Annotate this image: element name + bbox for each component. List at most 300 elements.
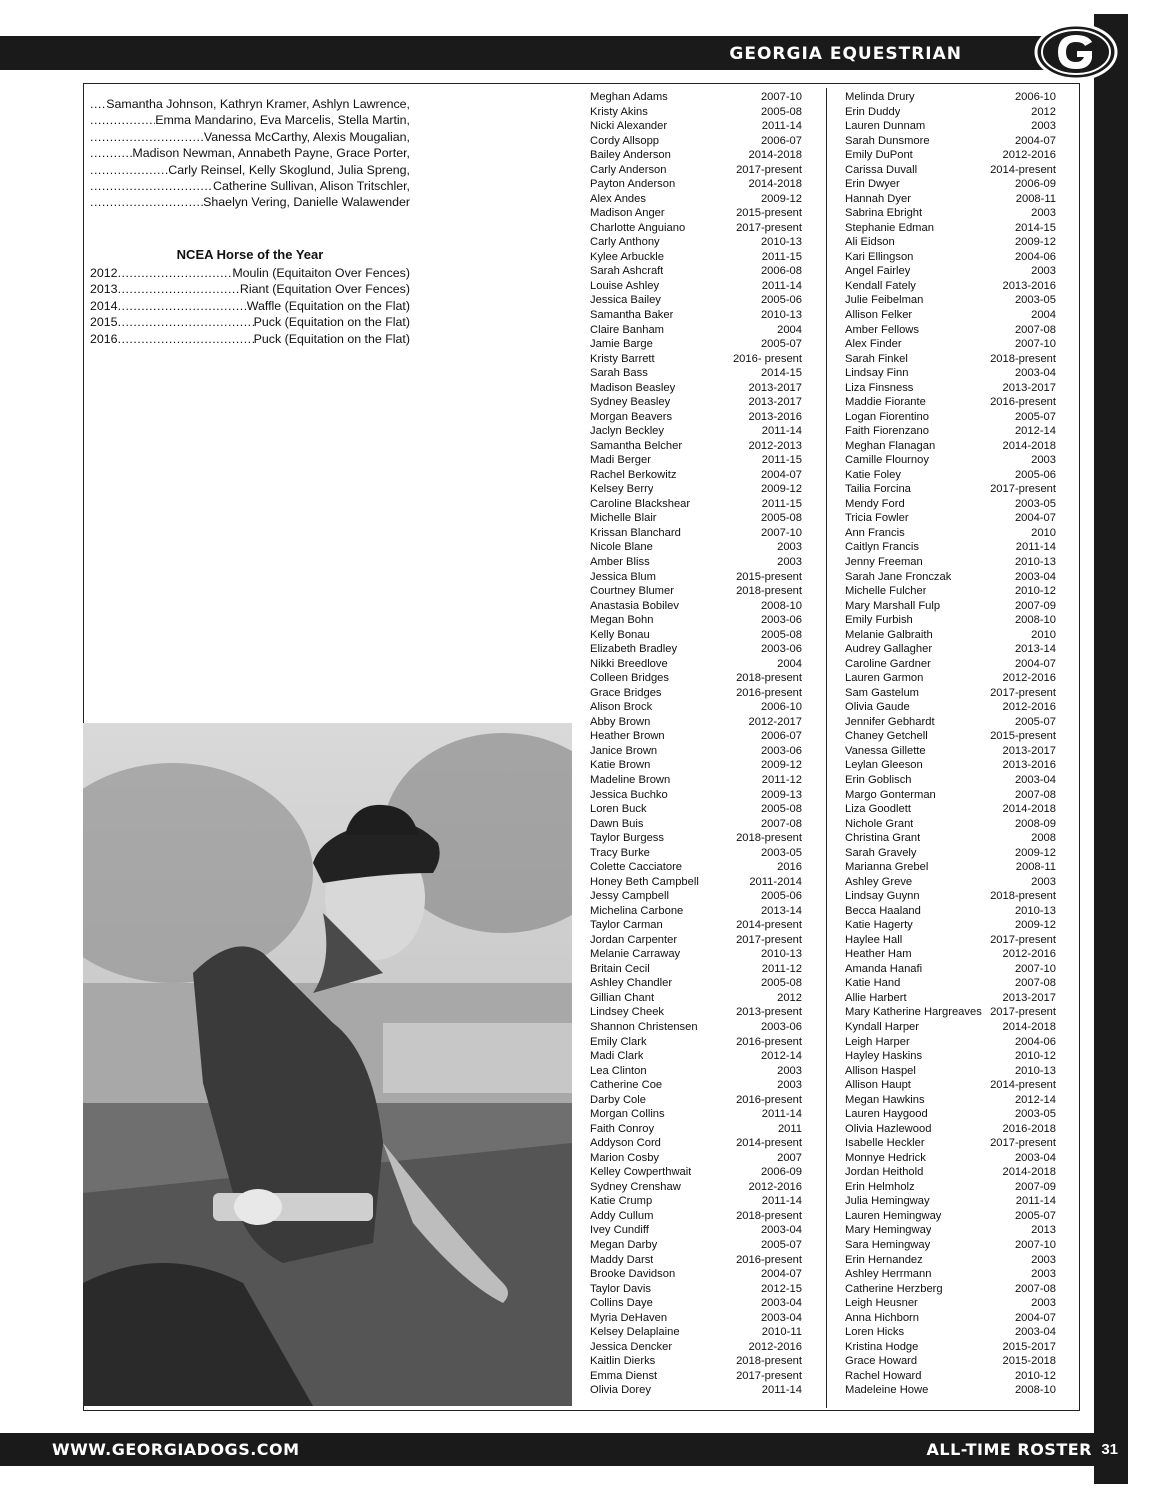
roster-row — [590, 991, 802, 1006]
roster-name: Erin Hernandez — [845, 1253, 923, 1266]
roster-name: Isabelle Heckler — [845, 1137, 925, 1150]
roster-years: 2017-present — [736, 1369, 802, 1382]
roster-name: Emma Dienst — [590, 1369, 658, 1382]
roster-years: 2003-04 — [760, 1224, 802, 1237]
roster-row — [590, 540, 802, 555]
roster-row — [590, 1122, 802, 1137]
roster-years: 2007-08 — [1014, 1282, 1056, 1295]
roster-name: Kelsey Delaplaine — [590, 1326, 680, 1339]
roster-row — [845, 729, 1056, 744]
roster-row — [590, 119, 802, 134]
roster-row — [845, 788, 1056, 803]
roster-years: 2003-04 — [760, 1311, 802, 1324]
roster-row — [590, 831, 802, 846]
roster-years: 2007-08 — [1014, 788, 1056, 801]
roster-years: 2018-present — [736, 832, 802, 845]
roster-row — [845, 686, 1056, 701]
roster-years: 2012-2016 — [748, 1340, 802, 1353]
roster-years: 2011-15 — [761, 454, 802, 467]
roster-years: 2003 — [777, 541, 802, 554]
roster-name: Kelly Bonau — [590, 628, 650, 641]
roster-name: Jessy Campbell — [590, 890, 669, 903]
roster-row — [845, 1282, 1056, 1297]
roster-row — [845, 1253, 1056, 1268]
website-link[interactable]: WWW.GEORGIADOGS.COM — [52, 1440, 300, 1459]
roster-name: Megan Bohn — [590, 614, 654, 627]
roster-years: 2012 — [1031, 105, 1056, 118]
roster-name: Sydney Beasley — [590, 396, 671, 409]
roster-years: 2010-13 — [1014, 556, 1056, 568]
roster-row — [590, 90, 802, 105]
roster-row — [590, 134, 802, 149]
roster-row — [845, 715, 1056, 730]
roster-name: Alex Finder — [845, 338, 902, 351]
roster-name: Emily DuPont — [845, 149, 913, 162]
roster-name: Amber Bliss — [590, 556, 650, 568]
roster-name: Angel Fairley — [845, 265, 911, 278]
roster-row — [590, 875, 802, 890]
roster-row — [845, 1325, 1056, 1340]
roster-row — [590, 1035, 802, 1050]
roster-row — [590, 1267, 802, 1282]
horse-of-year-row: 2014 ..... Waffle (Equitation on the Flat) — [90, 298, 410, 315]
roster-years: 2014-2018 — [1002, 1166, 1056, 1179]
roster-row — [845, 889, 1056, 904]
roster-row — [845, 1180, 1056, 1195]
roster-name: Sydney Crenshaw — [590, 1180, 681, 1193]
roster-years: 2012-2016 — [748, 1180, 802, 1193]
roster-years: 2013-2016 — [1002, 279, 1056, 292]
roster-years: 2006-09 — [1014, 178, 1056, 191]
roster-name: Grace Howard — [845, 1355, 918, 1368]
roster-row — [845, 1107, 1056, 1122]
roster-name: Krissan Blanchard — [590, 526, 681, 539]
roster-row — [590, 1253, 802, 1268]
roster-years: 2011-14 — [761, 120, 802, 133]
roster-row — [845, 1151, 1056, 1166]
roster-name: Madison Beasley — [590, 381, 676, 394]
roster-years: 2011-12 — [761, 962, 802, 975]
names-line: ..... Shaelyn Vering, Danielle Walawender — [90, 194, 410, 210]
roster-years: 2005-06 — [760, 294, 802, 307]
roster-name: Logan Fiorentino — [845, 410, 929, 423]
roster-years: 2003 — [1031, 875, 1056, 888]
roster-row — [590, 235, 802, 250]
header-title: GEORGIA EQUESTRIAN — [729, 44, 962, 64]
rider-photo — [83, 723, 572, 1406]
roster-name: Michelina Carbone — [590, 904, 684, 917]
header-bar — [0, 36, 1100, 70]
roster-row — [845, 846, 1056, 861]
roster-name: Kyndall Harper — [845, 1021, 919, 1033]
roster-row — [590, 918, 802, 933]
roster-name: Honey Beth Campbell — [590, 875, 699, 888]
roster-years: 2010 — [1031, 628, 1056, 641]
roster-name: Morgan Collins — [590, 1108, 665, 1121]
roster-name: Vanessa Gillette — [845, 744, 926, 757]
roster-row — [845, 744, 1056, 759]
roster-years: 2003 — [1031, 207, 1056, 220]
roster-name: Sarah Dunsmore — [845, 134, 930, 147]
roster-years: 2013 — [1031, 1224, 1056, 1237]
roster-row — [845, 962, 1056, 977]
roster-row — [845, 671, 1056, 686]
roster-years: 2004-07 — [1014, 134, 1056, 147]
roster-years: 2008-10 — [1014, 614, 1056, 627]
roster-row — [845, 1369, 1056, 1384]
roster-name: Payton Anderson — [590, 178, 676, 191]
roster-years: 2011-15 — [761, 497, 802, 510]
roster-name: Jessica Dencker — [590, 1340, 673, 1353]
roster-row — [590, 453, 802, 468]
roster-years: 2009-13 — [760, 788, 802, 801]
roster-name: Caitlyn Francis — [845, 541, 919, 554]
roster-name: Katie Foley — [845, 468, 901, 481]
roster-name: Erin Goblisch — [845, 773, 912, 786]
roster-row — [590, 279, 802, 294]
roster-row — [845, 555, 1056, 570]
roster-row — [845, 584, 1056, 599]
horse-of-year-row: 2012 ..... Moulin (Equitaiton Over Fences) — [90, 265, 410, 282]
roster-row — [845, 642, 1056, 657]
roster-name: Olivia Dorey — [590, 1384, 651, 1397]
roster-years: 2005-07 — [1014, 1209, 1056, 1222]
roster-row — [845, 105, 1056, 120]
roster-name: Leigh Harper — [845, 1035, 910, 1048]
roster-years: 2011-14 — [761, 425, 802, 438]
roster-name: Kristy Akins — [590, 105, 648, 118]
roster-name: Carissa Duvall — [845, 163, 918, 176]
roster-years: 2003-04 — [1014, 367, 1056, 380]
roster-row — [845, 1194, 1056, 1209]
roster-name: Charlotte Anguiano — [590, 221, 686, 234]
roster-name: Taylor Davis — [590, 1282, 651, 1295]
roster-name: Samantha Belcher — [590, 439, 683, 452]
roster-row — [590, 352, 802, 367]
roster-years: 2016-present — [736, 1035, 802, 1048]
roster-row — [590, 1383, 802, 1398]
roster-years: 2013-2017 — [1002, 381, 1056, 394]
roster-row — [590, 1296, 802, 1311]
roster-years: 2008 — [1031, 832, 1056, 845]
roster-row — [845, 1165, 1056, 1180]
roster-years: 2010 — [1031, 526, 1056, 539]
roster-row — [590, 1223, 802, 1238]
roster-name: Kelley Cowperthwait — [590, 1166, 692, 1179]
roster-years: 2011-14 — [761, 279, 802, 292]
roster-years: 2013-2016 — [1002, 759, 1056, 772]
roster-name: Jordan Heithold — [845, 1166, 924, 1179]
roster-years: 2013-2017 — [1002, 744, 1056, 757]
roster-name: Nicole Blane — [590, 541, 653, 554]
roster-name: Samantha Baker — [590, 308, 674, 321]
roster-row — [845, 526, 1056, 541]
roster-years: 2009-12 — [1014, 236, 1056, 249]
roster-row — [590, 1107, 802, 1122]
roster-row — [590, 599, 802, 614]
roster-name: Heather Ham — [845, 948, 912, 961]
roster-name: Allison Felker — [845, 308, 913, 321]
roster-name: Meghan Adams — [590, 91, 668, 103]
roster-years: 2005-08 — [760, 977, 802, 990]
roster-row — [590, 686, 802, 701]
roster-years: 2011-14 — [1015, 541, 1056, 554]
roster-years: 2012-2016 — [1002, 948, 1056, 961]
roster-row — [845, 337, 1056, 352]
roster-name: Olivia Hazlewood — [845, 1122, 932, 1135]
roster-row — [590, 1369, 802, 1384]
roster-years: 2005-08 — [760, 512, 802, 525]
roster-name: Kaitlin Dierks — [590, 1355, 656, 1368]
roster-years: 2006-07 — [760, 134, 802, 147]
roster-name: Ashley Greve — [845, 875, 913, 888]
roster-row — [845, 163, 1056, 178]
roster-name: Mary Marshall Fulp — [845, 599, 941, 612]
roster-row — [845, 540, 1056, 555]
roster-name: Abby Brown — [590, 715, 651, 728]
roster-row — [590, 715, 802, 730]
roster-name: Becca Haaland — [845, 904, 921, 917]
roster-name: Madison Anger — [590, 207, 665, 220]
roster-row — [590, 613, 802, 628]
roster-years: 2015-present — [736, 570, 802, 583]
roster-years: 2004 — [777, 657, 802, 670]
roster-row — [590, 1093, 802, 1108]
roster-name: Janice Brown — [590, 744, 658, 757]
roster-years: 2014-present — [736, 919, 802, 932]
roster-row — [590, 293, 802, 308]
roster-row — [590, 1064, 802, 1079]
roster-years: 2011-14 — [761, 1384, 802, 1397]
roster-years: 2009-12 — [760, 483, 802, 496]
roster-row — [845, 119, 1056, 134]
roster-years: 2017-present — [990, 483, 1056, 496]
roster-years: 2017-present — [990, 686, 1056, 699]
roster-row — [590, 1238, 802, 1253]
roster-name: Allison Haspel — [845, 1064, 916, 1077]
roster-row — [845, 875, 1056, 890]
roster-row — [590, 904, 802, 919]
roster-years: 2012-2013 — [748, 439, 802, 452]
roster-name: Madi Clark — [590, 1050, 644, 1063]
roster-name: Jennifer Gebhardt — [845, 715, 935, 728]
roster-name: Hannah Dyer — [845, 192, 911, 205]
roster-years: 2005-08 — [760, 803, 802, 816]
roster-row — [845, 453, 1056, 468]
roster-years: 2017-present — [990, 1137, 1056, 1150]
roster-years: 2007-10 — [760, 526, 802, 539]
roster-years: 2012-2017 — [748, 715, 802, 728]
roster-row — [845, 482, 1056, 497]
roster-name: Sarah Jane Fronczak — [845, 570, 952, 583]
roster-name: Nicki Alexander — [590, 120, 668, 133]
roster-years: 2003-06 — [760, 614, 802, 627]
roster-years: 2013-2017 — [748, 381, 802, 394]
roster-row — [845, 352, 1056, 367]
roster-row — [845, 250, 1056, 265]
roster-years: 2003 — [1031, 454, 1056, 467]
roster-name: Morgan Beavers — [590, 410, 673, 423]
roster-name: Jenny Freeman — [845, 556, 923, 568]
roster-years: 2014-present — [990, 163, 1056, 176]
roster-name: Myria DeHaven — [590, 1311, 668, 1324]
roster-years: 2007-09 — [1014, 599, 1056, 612]
roster-row — [845, 933, 1056, 948]
roster-years: 2003 — [777, 1064, 802, 1077]
roster-name: Lauren Garmon — [845, 672, 924, 685]
roster-years: 2016- present — [732, 352, 802, 365]
roster-row — [845, 831, 1056, 846]
roster-row — [845, 497, 1056, 512]
roster-name: Marion Cosby — [590, 1151, 660, 1164]
roster-row — [845, 410, 1056, 425]
roster-row — [590, 105, 802, 120]
roster-name: Darby Cole — [590, 1093, 646, 1106]
roster-name: Christina Grant — [845, 832, 921, 845]
roster-years: 2003-05 — [1014, 1108, 1056, 1121]
roster-years: 2015-2018 — [1002, 1355, 1056, 1368]
roster-name: Audrey Gallagher — [845, 643, 933, 656]
roster-row — [845, 1383, 1056, 1398]
roster-name: Addy Cullum — [590, 1209, 654, 1222]
roster-name: Anastasia Bobilev — [590, 599, 679, 612]
roster-name: Alison Brock — [590, 701, 653, 714]
roster-row — [590, 671, 802, 686]
roster-name: Nichole Grant — [845, 817, 914, 830]
roster-years: 2017-present — [990, 1006, 1056, 1019]
roster-years: 2014-present — [736, 1137, 802, 1150]
roster-row — [590, 264, 802, 279]
roster-row — [590, 221, 802, 236]
roster-years: 2016-present — [736, 686, 802, 699]
roster-years: 2003 — [1031, 265, 1056, 278]
roster-years: 2003-04 — [760, 1297, 802, 1310]
roster-years: 2007-10 — [1014, 1238, 1056, 1251]
roster-row — [590, 802, 802, 817]
roster-name: Ann Francis — [845, 526, 905, 539]
roster-row — [845, 570, 1056, 585]
roster-name: Caroline Gardner — [845, 657, 931, 670]
roster-years: 2014-2018 — [748, 178, 802, 191]
roster-row — [590, 323, 802, 338]
roster-name: Meghan Flanagan — [845, 439, 936, 452]
roster-row — [590, 1325, 802, 1340]
roster-years: 2004-07 — [1014, 657, 1056, 670]
roster-name: Hayley Haskins — [845, 1050, 923, 1063]
roster-row — [590, 889, 802, 904]
roster-name: Maddie Fiorante — [845, 396, 926, 409]
roster-row — [590, 555, 802, 570]
roster-years: 2006-07 — [760, 730, 802, 743]
roster-years: 2017-present — [990, 933, 1056, 946]
roster-years: 2013-14 — [1014, 643, 1056, 656]
horse-of-year-section — [90, 247, 410, 348]
roster-years: 2011-15 — [761, 250, 802, 263]
roster-name: Lindsay Guynn — [845, 890, 920, 903]
roster-name: Carly Anderson — [590, 163, 667, 176]
roster-name: Sarah Finkel — [845, 352, 908, 365]
roster-row — [845, 991, 1056, 1006]
roster-years: 2013-2017 — [1002, 991, 1056, 1004]
roster-years: 2016-present — [990, 396, 1056, 409]
roster-years: 2005-06 — [1014, 468, 1056, 481]
roster-name: Katie Hand — [845, 977, 901, 990]
roster-years: 2014-2018 — [1002, 1021, 1056, 1033]
roster-name: Camille Flournoy — [845, 454, 929, 467]
roster-name: Loren Buck — [590, 803, 647, 816]
names-line: ..... Vanessa McCarthy, Alexis Mougalian, — [90, 129, 410, 145]
roster-name: Kristina Hodge — [845, 1340, 919, 1353]
roster-row — [590, 1005, 802, 1020]
roster-row — [845, 1311, 1056, 1326]
roster-name: Britain Cecil — [590, 962, 650, 975]
roster-name: Sabrina Ebright — [845, 207, 923, 220]
roster-years: 2012-2016 — [1002, 672, 1056, 685]
roster-years: 2009-12 — [1014, 919, 1056, 932]
roster-years: 2008-11 — [1015, 192, 1056, 205]
roster-years: 2003-06 — [760, 643, 802, 656]
roster-years: 2010-12 — [1014, 585, 1056, 598]
roster-name: Ashley Chandler — [590, 977, 673, 990]
roster-name: Erin Dwyer — [845, 178, 900, 191]
roster-row — [845, 1078, 1056, 1093]
roster-years: 2003-06 — [760, 744, 802, 757]
roster-years: 2013-14 — [760, 904, 802, 917]
roster-years: 2004-07 — [760, 468, 802, 481]
roster-name: Stephanie Edman — [845, 221, 934, 234]
roster-name: Faith Fiorenzano — [845, 425, 929, 438]
roster-name: Faith Conroy — [590, 1122, 655, 1135]
roster-name: Lauren Hemingway — [845, 1209, 942, 1222]
roster-name: Jessica Blum — [590, 570, 656, 583]
roster-row — [590, 657, 802, 672]
roster-name: Addyson Cord — [590, 1137, 661, 1150]
roster-name: Sara Hemingway — [845, 1238, 931, 1251]
roster-years: 2010-13 — [760, 308, 802, 321]
roster-row — [845, 264, 1056, 279]
roster-row — [845, 439, 1056, 454]
roster-years: 2006-10 — [1014, 91, 1056, 103]
roster-years: 2005-07 — [760, 1238, 802, 1251]
roster-years: 2008-10 — [1014, 1384, 1056, 1397]
roster-years: 2005-07 — [1014, 410, 1056, 423]
roster-row — [845, 1049, 1056, 1064]
roster-years: 2003-05 — [1014, 497, 1056, 510]
roster-years: 2016-2018 — [1002, 1122, 1056, 1135]
roster-years: 2003 — [1031, 120, 1056, 133]
roster-years: 2004-07 — [1014, 1311, 1056, 1324]
roster-name: Allison Haupt — [845, 1079, 911, 1092]
roster-years: 2010-13 — [760, 236, 802, 249]
roster-name: Jamie Barge — [590, 338, 653, 351]
roster-years: 2003-05 — [760, 846, 802, 859]
roster-row — [590, 773, 802, 788]
roster-row — [845, 148, 1056, 163]
roster-row — [845, 134, 1056, 149]
side-bar — [1094, 14, 1128, 1484]
roster-years: 2004 — [1031, 308, 1056, 321]
roster-row — [590, 424, 802, 439]
roster-name: Ivey Cundiff — [590, 1224, 649, 1237]
roster-name: Mary Hemingway — [845, 1224, 932, 1237]
roster-row — [845, 817, 1056, 832]
roster-row — [590, 1151, 802, 1166]
roster-name: Ali Eidson — [845, 236, 895, 249]
roster-row — [845, 1209, 1056, 1224]
roster-name: Lauren Haygood — [845, 1108, 928, 1121]
roster-row — [845, 613, 1056, 628]
roster-years: 2005-06 — [760, 890, 802, 903]
